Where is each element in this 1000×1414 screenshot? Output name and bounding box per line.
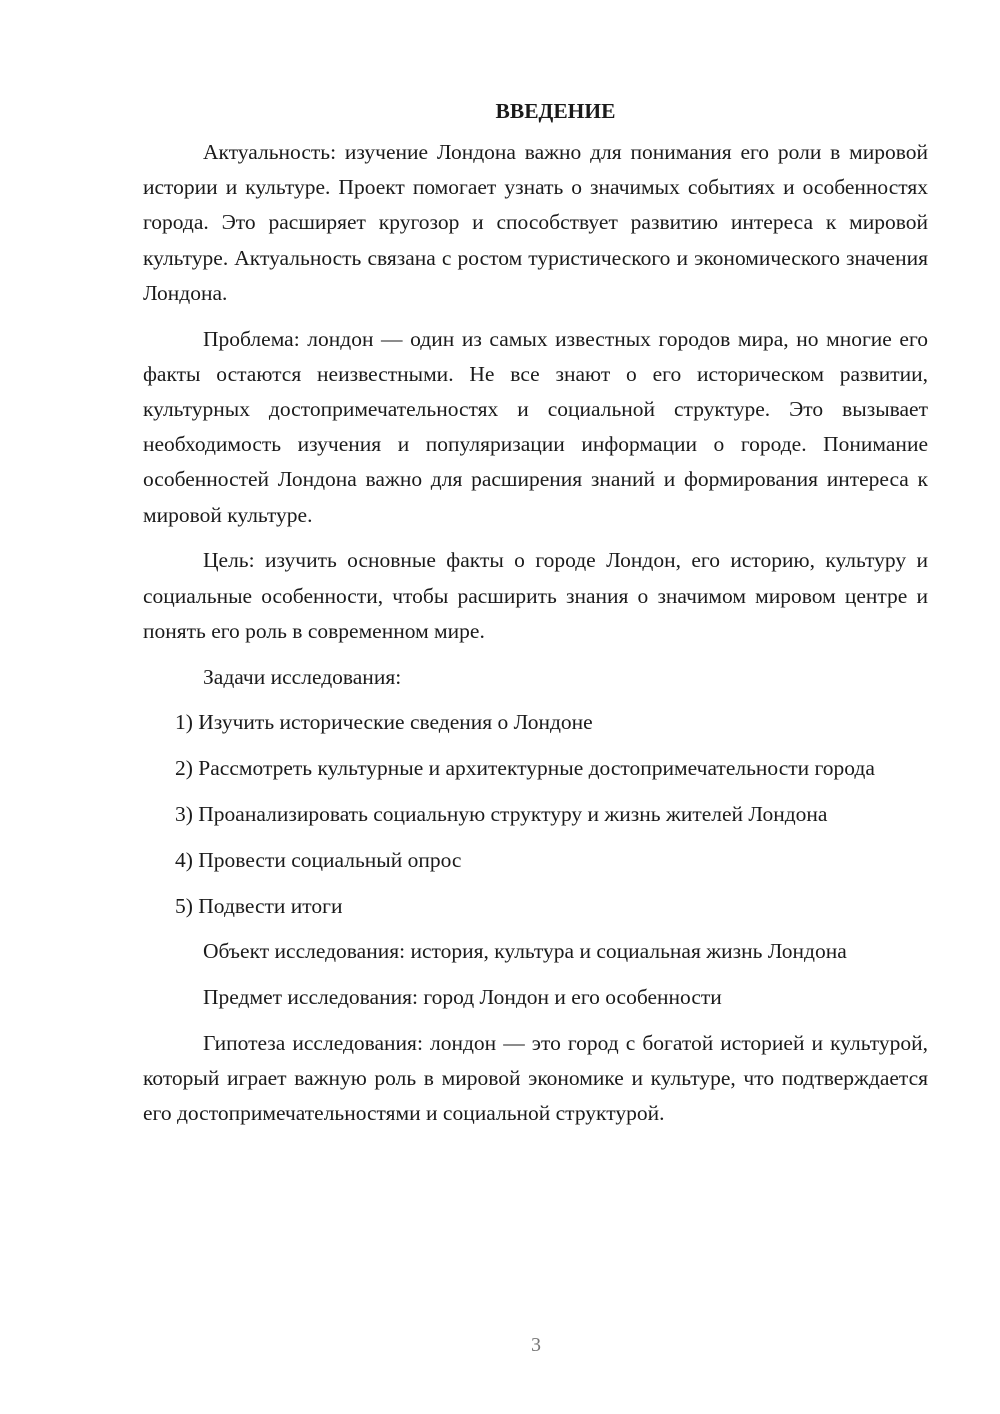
- task-item-2: 2) Рассмотреть культурные и архитектурные достопримечательности города: [175, 756, 875, 781]
- page-number: 3: [531, 1334, 541, 1356]
- task-item-4: 4) Провести социальный опрос: [175, 847, 462, 872]
- task-item-5: 5) Подвести итоги: [175, 893, 343, 918]
- task-item-1: 1) Изучить исторические сведения о Лондоне: [175, 710, 593, 735]
- task-item-3: 3) Проанализировать социальную структуру и жизнь жителей Лондона: [175, 802, 828, 827]
- hypothesis-paragraph: Гипотеза исследования: лондон — это город с богатой историей и культурой, который играет важную роль в мировой экономике и культуре, что подтверждается его достопримечательностями и социальной структурой.: [143, 1031, 928, 1126]
- goal-paragraph: Цель: изучить основные факты о городе Лондон, его историю, культуру и социальные особенности, чтобы расширить знания о значимом мировом центре и понять его роль в современном мире.: [143, 548, 928, 643]
- document-body: [143, 97, 928, 1142]
- tasks-heading: Задачи исследования:: [203, 664, 402, 689]
- relevance-paragraph: Актуальность: изучение Лондона важно для понимания его роли в мировой истории и культуре. Проект помогает узнать о значимых событиях и особенностях города. Это расширяет кругозор и способствует развитию интереса к мировой культуре. Актуальность связана с ростом туристического и экономического значения Лондона.: [143, 140, 928, 305]
- section-title: ВВЕДЕНИЕ: [495, 99, 616, 123]
- research-subject-paragraph: Предмет исследования: город Лондон и его особенности: [203, 985, 722, 1010]
- research-object-paragraph: Объект исследования: история, культура и социальная жизнь Лондона: [203, 939, 847, 964]
- problem-paragraph: Проблема: лондон — один из самых известных городов мира, но многие его факты остаются неизвестными. Не все знают о его историческом развитии, культурных достопримечательностях и социальной структуре. Это вызывает необходимость изучения и популяризации информации о городе. Понимание особенностей Лондона важно для расширения знаний и формирования интереса к мировой культуре.: [143, 326, 928, 527]
